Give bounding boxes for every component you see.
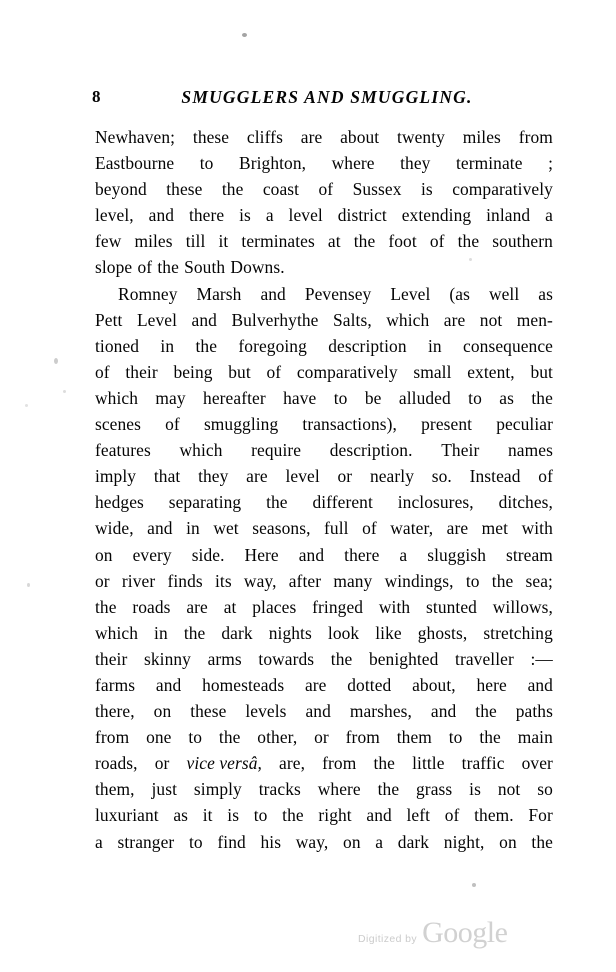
word: For: [528, 805, 553, 826]
word: wide,: [95, 518, 134, 539]
word: and: [430, 701, 457, 722]
word: twenty: [397, 127, 445, 147]
word: there,: [95, 701, 135, 722]
text-line: [95, 176, 553, 202]
word: southern: [492, 231, 553, 252]
word: be: [364, 387, 382, 408]
text-line: [95, 124, 553, 150]
word: slope: [95, 257, 133, 278]
word: willows,: [492, 596, 553, 617]
word: their: [125, 361, 158, 382]
word: Brighton,: [239, 153, 307, 174]
word: fringed: [312, 596, 364, 617]
text-line: [95, 437, 553, 463]
word: Eastbourne: [95, 153, 175, 174]
word: which: [386, 309, 430, 330]
text-line: [95, 672, 553, 698]
word: towards: [258, 648, 315, 669]
word: about: [340, 127, 380, 147]
text-line: [95, 698, 553, 724]
word: the: [157, 257, 179, 278]
word: levels: [245, 701, 287, 722]
word: the: [183, 622, 206, 643]
word: it: [202, 805, 213, 826]
word: are: [304, 674, 327, 695]
scan-artifact-speck: [469, 258, 472, 261]
word: features: [95, 440, 151, 461]
text-line: [95, 724, 553, 750]
word: them.: [474, 805, 514, 826]
word: over: [521, 753, 553, 774]
word: met: [481, 518, 509, 539]
word: :—: [530, 648, 553, 669]
word: not: [479, 309, 503, 330]
word: dark: [221, 622, 253, 643]
page-number: 8: [92, 87, 101, 106]
word: of: [429, 231, 445, 252]
word: little: [412, 753, 445, 774]
word: in: [160, 335, 175, 356]
word: dotted: [347, 674, 392, 695]
word: Pett: [95, 309, 123, 330]
word: on: [499, 831, 517, 852]
text-line: [95, 150, 553, 176]
word: the: [457, 231, 480, 252]
word: traveller: [455, 648, 514, 669]
word: to: [333, 387, 348, 408]
text-line: [95, 489, 553, 515]
word: but: [530, 361, 553, 382]
word: vice versâ,: [186, 753, 262, 774]
word: right: [318, 805, 352, 826]
word: comparatively: [452, 179, 553, 200]
word: in: [154, 622, 168, 643]
word: the: [266, 492, 288, 513]
word: wet: [213, 518, 239, 539]
word: to: [188, 727, 203, 748]
text-line: [95, 228, 553, 254]
text-line: [95, 281, 553, 307]
word: smuggling: [203, 414, 279, 435]
word: and: [155, 674, 182, 695]
scan-artifact-speck: [54, 358, 58, 364]
scan-artifact-speck: [25, 404, 28, 407]
word: find: [217, 831, 246, 852]
word: the: [353, 231, 376, 252]
word: are: [246, 466, 268, 487]
word: so: [537, 779, 553, 800]
word: of: [165, 414, 180, 435]
scan-artifact-speck: [472, 883, 476, 887]
word: of: [95, 361, 110, 382]
google-watermark: [358, 918, 507, 948]
word: and: [148, 205, 175, 226]
word: not: [497, 779, 521, 800]
word: where: [317, 779, 361, 800]
word: and: [305, 701, 331, 722]
word: and: [191, 309, 217, 330]
word: many: [333, 570, 373, 591]
text-line: [95, 463, 553, 489]
text-line: [95, 620, 553, 646]
watermark-google-logo: Google: [422, 916, 508, 949]
word: a: [265, 205, 274, 226]
word: Pevensey: [304, 283, 372, 304]
word: and: [527, 674, 553, 695]
page-header: [0, 86, 616, 110]
word: way,: [243, 570, 277, 591]
word: the: [531, 831, 553, 852]
word: are,: [279, 753, 306, 774]
word: Newhaven;: [95, 127, 176, 147]
word: or: [154, 753, 170, 774]
word: beyond: [95, 179, 147, 200]
word: them: [396, 727, 432, 748]
word: just: [151, 779, 178, 800]
word: of: [266, 361, 282, 382]
word: or: [314, 727, 329, 748]
word: and: [298, 544, 325, 565]
word: miles: [462, 127, 501, 147]
word: is: [469, 779, 481, 800]
word: a: [375, 831, 384, 852]
word: tracks: [258, 779, 301, 800]
word: roads: [132, 596, 171, 617]
word: of: [137, 257, 153, 278]
word: a: [399, 544, 408, 565]
word: level: [285, 466, 320, 487]
word: South: [184, 257, 226, 278]
word: different: [312, 492, 373, 513]
word: from: [518, 127, 553, 147]
word: peculiar: [496, 414, 553, 435]
word: on: [343, 831, 361, 852]
word: stranger: [117, 831, 175, 852]
word: of: [444, 805, 460, 826]
word: a: [545, 205, 553, 226]
word: in: [427, 335, 442, 356]
word: of: [362, 518, 377, 539]
word: tioned: [95, 335, 140, 356]
word: to: [465, 570, 480, 591]
word: benighted: [368, 648, 439, 669]
text-line: [95, 359, 553, 385]
word: is: [420, 179, 433, 200]
word: places: [252, 596, 297, 617]
word: Level: [390, 283, 431, 304]
word: one: [146, 727, 172, 748]
word: or: [337, 466, 353, 487]
word: and: [147, 518, 173, 539]
word: sea;: [525, 570, 553, 591]
word: extent,: [467, 361, 515, 382]
word: windings,: [384, 570, 454, 591]
word: with: [521, 518, 553, 539]
body-text: [95, 124, 553, 855]
word: are: [300, 127, 323, 147]
word: the: [218, 727, 241, 748]
word: stretching: [483, 622, 553, 643]
word: Downs.: [230, 257, 285, 278]
text-line: [95, 776, 553, 802]
word: grass: [416, 779, 453, 800]
word: in: [186, 518, 200, 539]
word: Sussex: [352, 179, 402, 200]
word: Instead: [469, 466, 521, 487]
text-line: [95, 333, 553, 359]
word: they: [400, 153, 431, 174]
word: the: [282, 805, 304, 826]
word: these: [190, 701, 227, 722]
word: as: [173, 805, 189, 826]
word: transactions),: [302, 414, 398, 435]
word: have: [283, 387, 317, 408]
word: to: [468, 387, 482, 408]
word: at: [223, 596, 237, 617]
word: ghosts,: [417, 622, 468, 643]
word: homesteads: [202, 674, 285, 695]
text-line: [95, 385, 553, 411]
word: being: [173, 361, 213, 382]
word: description.: [329, 440, 413, 461]
word: hereafter: [203, 387, 266, 408]
word: of: [318, 179, 334, 200]
word: inclosures,: [397, 492, 474, 513]
word: stunted: [426, 596, 477, 617]
word: may: [155, 387, 186, 408]
word: which: [95, 622, 139, 643]
word: the: [377, 779, 400, 800]
word: to: [448, 727, 463, 748]
text-line: [95, 411, 553, 437]
word: to: [253, 805, 268, 826]
word: there: [344, 544, 380, 565]
word: coast: [262, 179, 300, 200]
word: as: [538, 283, 553, 304]
word: to: [199, 153, 214, 174]
word: are: [186, 596, 208, 617]
text-line: [95, 202, 553, 228]
word: paths: [515, 701, 553, 722]
word: well: [488, 283, 520, 304]
word: alluded: [398, 387, 451, 408]
word: names: [508, 440, 553, 461]
running-head: SMUGGLERS AND SMUGGLING.: [181, 87, 473, 107]
word: Romney: [118, 283, 178, 304]
word: his: [260, 831, 282, 852]
word: but: [228, 361, 251, 382]
word: miles: [134, 231, 173, 252]
word: the: [479, 727, 501, 748]
text-line: [95, 568, 553, 594]
scan-artifact-speck: [27, 583, 30, 587]
word: the: [221, 179, 244, 200]
word: men-: [516, 309, 553, 330]
word: till: [185, 231, 206, 252]
word: these: [166, 179, 203, 200]
word: and: [366, 805, 392, 826]
word: on: [95, 544, 113, 565]
word: main: [517, 727, 553, 748]
word: as: [499, 387, 514, 408]
word: Bulverhythe: [231, 309, 319, 330]
word: Level: [136, 309, 178, 330]
word: their: [95, 648, 128, 669]
word: and: [260, 283, 286, 304]
word: level: [288, 205, 323, 226]
word: they: [198, 466, 229, 487]
text-line: [95, 802, 553, 828]
word: comparatively: [296, 361, 398, 382]
word: sluggish: [427, 544, 486, 565]
text-line: [95, 542, 553, 568]
word: the: [373, 753, 395, 774]
word: terminates: [241, 231, 315, 252]
word: at: [327, 231, 341, 252]
word: stream: [505, 544, 553, 565]
word: marshes,: [349, 701, 412, 722]
word: arms: [207, 648, 242, 669]
word: consequence: [463, 335, 553, 356]
word: like: [375, 622, 402, 643]
word: Here: [244, 544, 279, 565]
word: look: [327, 622, 360, 643]
word: foregoing: [238, 335, 307, 356]
word: luxuriant: [95, 805, 159, 826]
word: Marsh: [196, 283, 242, 304]
scan-artifact-speck: [63, 390, 66, 393]
word: its: [214, 570, 232, 591]
word: scenes: [95, 414, 141, 435]
word: every: [132, 544, 172, 565]
text-line: [95, 515, 553, 541]
word: farms: [95, 674, 136, 695]
word: roads,: [95, 753, 138, 774]
word: description: [328, 335, 407, 356]
word: with: [378, 596, 411, 617]
word: where: [331, 153, 375, 174]
word: water,: [390, 518, 434, 539]
text-line: [95, 829, 553, 855]
word: it: [218, 231, 229, 252]
word: few: [95, 231, 122, 252]
word: ;: [548, 153, 553, 174]
word: nights: [268, 622, 312, 643]
word: river: [121, 570, 156, 591]
word: them,: [95, 779, 135, 800]
word: after: [288, 570, 322, 591]
word: or: [95, 570, 110, 591]
word: on: [153, 701, 172, 722]
word: the: [491, 570, 514, 591]
word: present: [421, 414, 473, 435]
word: small: [413, 361, 452, 382]
word: require: [251, 440, 302, 461]
word: from: [95, 727, 130, 748]
word: foot: [388, 231, 417, 252]
word: the: [531, 387, 553, 408]
word: way,: [295, 831, 329, 852]
scan-artifact-speck: [461, 292, 464, 295]
word: nearly: [369, 466, 414, 487]
word: there: [188, 205, 225, 226]
word: are: [446, 518, 469, 539]
word: a: [95, 831, 103, 852]
text-line: [95, 307, 553, 333]
word: full: [324, 518, 349, 539]
text-line: [95, 750, 553, 776]
word: side.: [191, 544, 225, 565]
word: left: [406, 805, 431, 826]
text-line: [95, 254, 553, 280]
word: about,: [412, 674, 456, 695]
word: so.: [431, 466, 452, 487]
word: night,: [443, 831, 485, 852]
scan-artifact-speck: [148, 659, 151, 662]
word: is: [239, 205, 251, 226]
word: traffic: [461, 753, 505, 774]
word: hedges: [95, 492, 144, 513]
text-line: [95, 594, 553, 620]
word: separating: [168, 492, 242, 513]
word: seasons,: [252, 518, 311, 539]
word: of: [538, 466, 553, 487]
word: from: [322, 753, 357, 774]
word: ditches,: [498, 492, 553, 513]
word: (as: [449, 283, 470, 304]
word: extending: [401, 205, 472, 226]
word: finds: [167, 570, 203, 591]
word: the: [475, 701, 497, 722]
word: that: [153, 466, 181, 487]
word: simply: [193, 779, 242, 800]
word: terminate: [455, 153, 523, 174]
word: level,: [95, 205, 134, 226]
word: which: [179, 440, 223, 461]
word: here: [476, 674, 507, 695]
word: Their: [441, 440, 480, 461]
word: to: [188, 831, 203, 852]
word: Salts,: [333, 309, 372, 330]
word: these: [192, 127, 230, 147]
word: from: [345, 727, 380, 748]
watermark-digitized-by-label: Digitized by: [358, 933, 418, 945]
word: which: [95, 387, 139, 408]
word: other,: [257, 727, 298, 748]
word: dark: [397, 831, 430, 852]
word: cliffs: [246, 127, 283, 147]
word: the: [330, 648, 353, 669]
word: district: [337, 205, 387, 226]
word: imply: [95, 466, 137, 487]
word: the: [195, 335, 218, 356]
text-line: [95, 646, 553, 672]
word: is: [227, 805, 240, 826]
word: inland: [486, 205, 531, 226]
word: the: [95, 596, 117, 617]
word: skinny: [143, 648, 191, 669]
word: are: [443, 309, 466, 330]
scan-artifact-speck: [242, 33, 247, 37]
